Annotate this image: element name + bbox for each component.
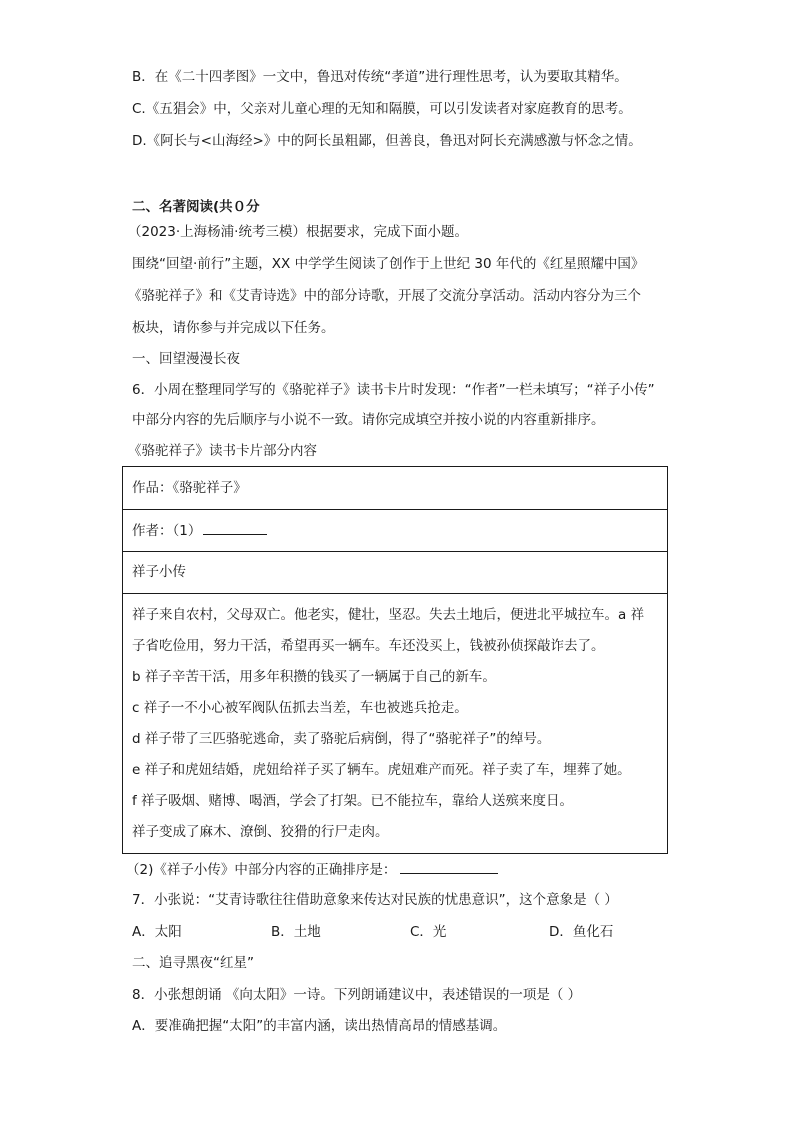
q7-option-c[interactable]: C．光 (410, 924, 447, 940)
option-d-text: D.《阿长与<山海经>》中的阿长虽粗鄙，但善良，鲁迅对阿长充满感激与怀念之情。 (132, 133, 642, 149)
bio-line: f 祥子吸烟、赌博、喝酒，学会了打架。已不能拉车，靠给人送殡来度日。 (132, 793, 574, 809)
bio-line: d 祥子带了三匹骆驼逃命，卖了骆驼后病倒，得了“骆驼祥子”的绰号。 (132, 731, 551, 747)
q6-sub2-line (126, 859, 498, 880)
intro-line-3: 板块，请你参与并完成以下任务。 (132, 320, 335, 336)
card-work: 作品：《骆驼祥子》 (132, 480, 247, 496)
intro-line-1: 围绕“回望·前行”主题，XX 中学学生阅读了创作于上世纪 30 年代的《红星照耀中国》 (132, 256, 645, 272)
q6-sub2-label: （2)《祥子小传》中部分内容的正确排序是： (126, 862, 397, 878)
q7-option-b[interactable]: B．土地 (271, 924, 321, 940)
q7-stem: 7．小张说：“艾青诗歌往往借助意象来传达对民族的忧患意识”，这个意象是（ ） (132, 892, 618, 908)
source-line: （2023·上海杨浦·统考三模）根据要求，完成下面小题。 (128, 224, 468, 240)
card-author-line (132, 520, 267, 541)
option-b-text: B．在《二十四孝图》一文中，鲁迅对传统“孝道”进行理性思考，认为要取其精华。 (132, 69, 628, 85)
q8-stem: 8．小张想朗诵 《向太阳》一诗。下列朗诵建议中，表述错误的一项是（ ） (132, 987, 582, 1003)
q7-option-d[interactable]: D．鱼化石 (549, 924, 614, 940)
option-c-text: C.《五猖会》中，父亲对儿童心理的无知和隔膜，可以引发读者对家庭教育的思考。 (132, 101, 632, 117)
order-answer-blank[interactable] (400, 859, 498, 874)
part2-title: 二、追寻黑夜“红星” (132, 955, 254, 971)
bio-line: b 祥子辛苦干活，用多年积攒的钱买了一辆属于自己的新车。 (132, 669, 496, 685)
card-author-label: 作者：（1） (132, 523, 202, 539)
section-heading: 二、名著阅读(共０分 (132, 199, 260, 215)
part1-title: 一、回望漫漫长夜 (132, 351, 240, 367)
bio-line: e 祥子和虎妞结婚，虎妞给祥子买了辆车。虎妞难产而死。祥子卖了车，埋葬了她。 (132, 762, 631, 778)
card-row-bio (123, 593, 667, 853)
card-row-author (123, 509, 667, 552)
q7-option-a[interactable]: A．太阳 (132, 924, 182, 940)
q8-option-a[interactable]: A．要准确把握“太阳”的丰富内涵，读出热情高昂的情感基调。 (132, 1018, 507, 1034)
bio-line: 祥子来自农村，父母双亡。他老实，健壮，坚忍。失去土地后，便进北平城拉车。a 祥 (132, 607, 645, 623)
bio-line: 子省吃俭用，努力干活，希望再买一辆车。车还没买上，钱被孙侦探敲诈去了。 (132, 638, 605, 654)
card-row-work (123, 467, 667, 510)
author-answer-blank[interactable] (203, 520, 267, 535)
q6-stem-line-2: 中部分内容的先后顺序与小说不一致。请你完成填空并按小说的内容重新排序。 (132, 412, 605, 428)
bio-line: 祥子变成了麻木、潦倒、狡猾的行尸走肉。 (132, 824, 389, 840)
card-bio-title: 祥子小传 (132, 564, 186, 580)
card-caption: 《骆驼祥子》读书卡片部分内容 (128, 443, 317, 459)
card-row-bio-title (123, 551, 667, 594)
q6-stem-line-1: 6．小周在整理同学写的《骆驼祥子》读书卡片时发现：“作者”一栏未填写；“祥子小传” (132, 382, 655, 398)
reading-card-table (122, 466, 668, 854)
bio-line: c 祥子一不小心被军阀队伍抓去当差，车也被逃兵抢走。 (132, 700, 468, 716)
intro-line-2: 《骆驼祥子》和《艾青诗选》中的部分诗歌，开展了交流分享活动。活动内容分为三个 (128, 288, 641, 304)
q7-options (132, 922, 652, 942)
